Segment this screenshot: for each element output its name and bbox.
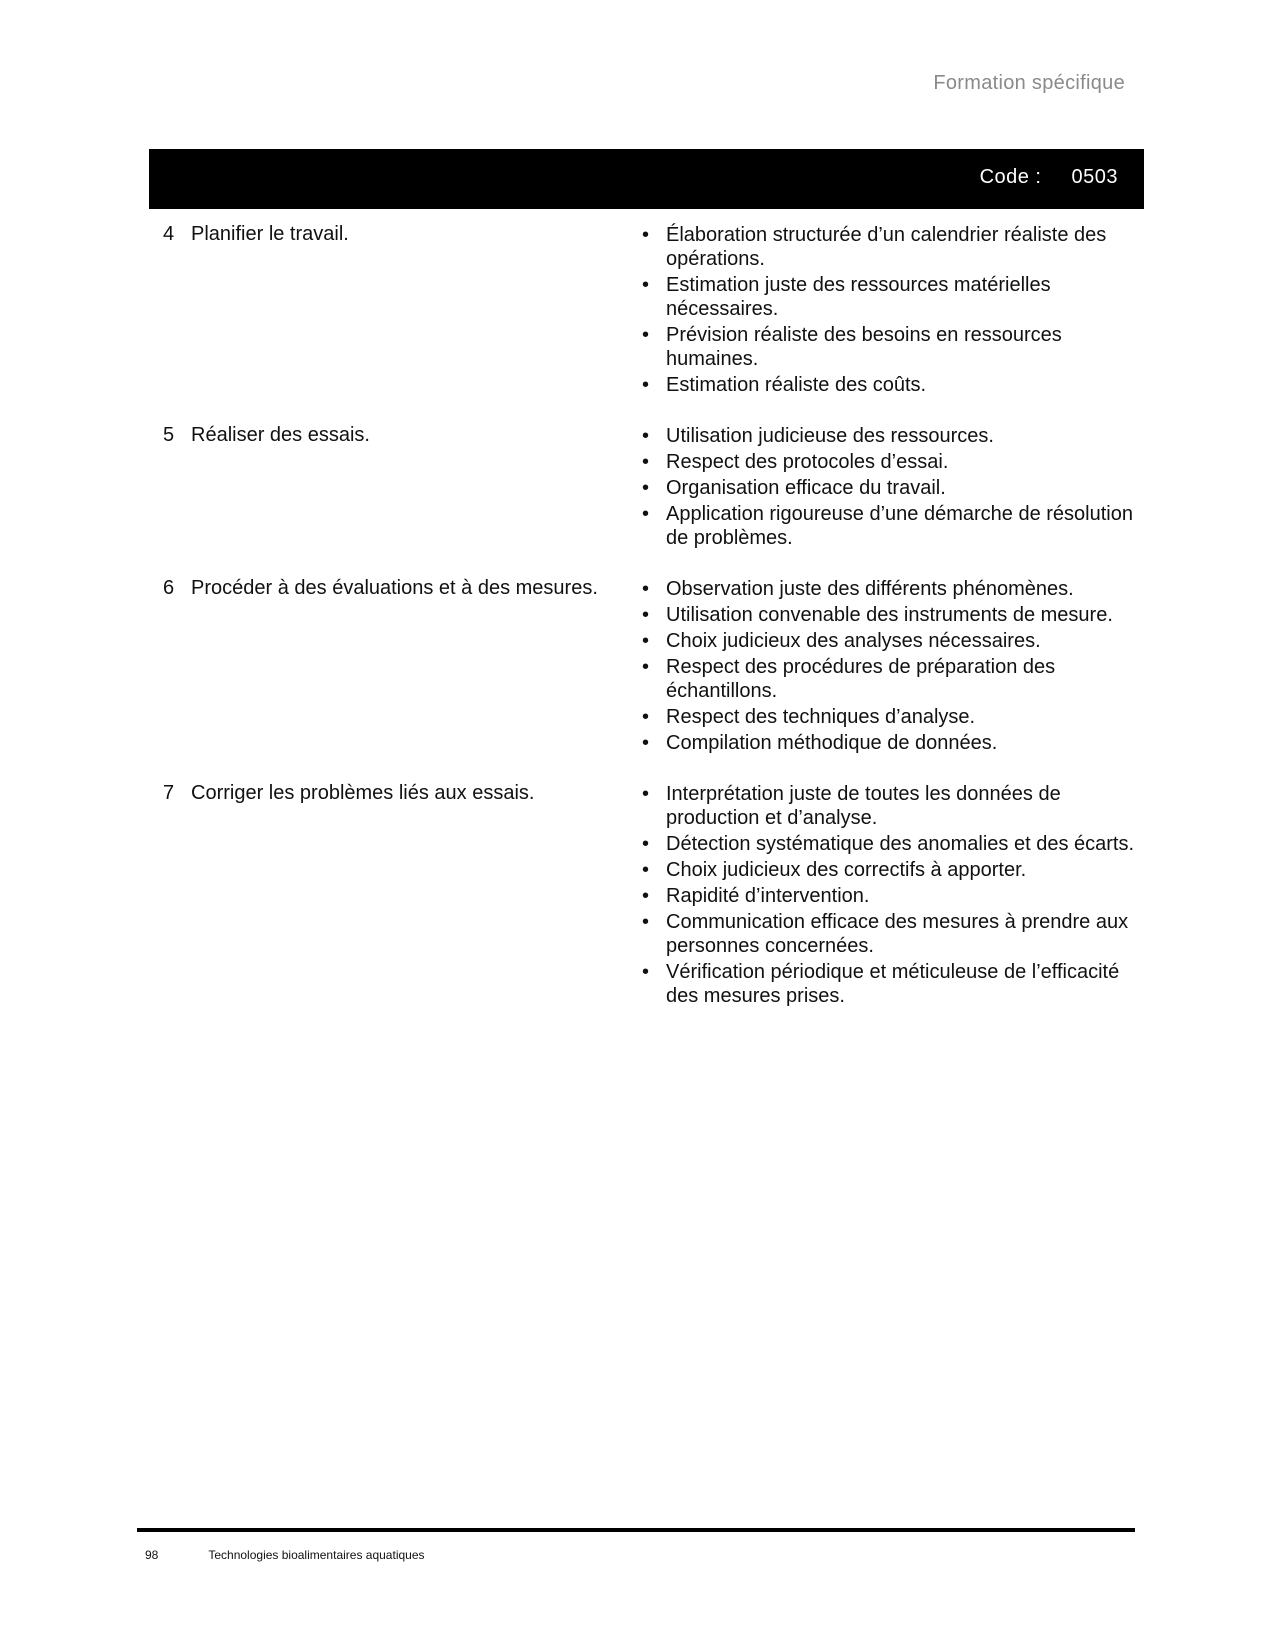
criteria-list [634,423,1144,551]
element-number: 7 [163,782,175,804]
criterion-item: • Compilation méthodique de données. [634,730,1144,755]
criterion-item: • Organisation efficace du travail. [634,475,1144,500]
criterion-item: • Prévision réaliste des besoins en ressources humaines. [634,322,1144,371]
criteria-list [634,781,1144,1009]
code-value: 0503 [1071,166,1118,188]
table-row [149,576,1144,756]
element-number: 4 [163,223,175,245]
element-cell [149,576,634,756]
criterion-item: • Interprétation juste de toutes les données de production et d’analyse. [634,781,1144,830]
criterion-item: • Choix judicieux des analyses nécessaires. [634,628,1144,653]
element-text: Réaliser des essais. [191,424,370,446]
footer-rule [137,1528,1135,1532]
element-text: Planifier le travail. [191,223,349,245]
table-row [149,781,1144,1009]
element-cell [149,423,634,551]
criterion-item: • Utilisation judicieuse des ressources. [634,423,1144,448]
criterion-item: • Choix judicieux des correctifs à apporter. [634,857,1144,882]
criterion-item: • Respect des protocoles d’essai. [634,449,1144,474]
code-label: Code : [979,166,1042,188]
criterion-item: • Utilisation convenable des instruments de mesure. [634,602,1144,627]
criterion-item: • Respect des techniques d’analyse. [634,704,1144,729]
element-number: 6 [163,577,175,599]
criteria-list [634,576,1144,756]
criteria-list [634,222,1144,398]
criterion-item: • Estimation réaliste des coûts. [634,372,1144,397]
criterion-item: • Estimation juste des ressources matérielles nécessaires. [634,272,1144,321]
competency-table [149,222,1144,1034]
criterion-item: • Détection systématique des anomalies et des écarts. [634,831,1144,856]
criterion-item: • Communication efficace des mesures à prendre aux personnes concernées. [634,909,1144,958]
criterion-item: • Vérification périodique et méticuleuse de l’efficacité des mesures prises. [634,959,1144,1008]
criterion-item: • Rapidité d’intervention. [634,883,1144,908]
element-text: Procéder à des évaluations et à des mesures. [191,577,598,599]
criterion-item: • Respect des procédures de préparation des échantillons. [634,654,1144,703]
section-label: Formation spécifique [933,72,1125,94]
document-title: Technologies bioalimentaires aquatiques [208,1548,425,1562]
element-number: 5 [163,424,175,446]
element-text: Corriger les problèmes liés aux essais. [191,782,535,804]
table-row [149,423,1144,551]
criterion-item: • Application rigoureuse d’une démarche de résolution de problèmes. [634,501,1144,550]
element-cell [149,781,634,1009]
page-number: 98 [145,1548,159,1562]
criterion-item: • Élaboration structurée d’un calendrier réaliste des opérations. [634,222,1144,271]
element-cell [149,222,634,398]
code-bar [149,149,1144,209]
page-footer [145,1548,425,1562]
criterion-item: • Observation juste des différents phénomènes. [634,576,1144,601]
table-row [149,222,1144,398]
